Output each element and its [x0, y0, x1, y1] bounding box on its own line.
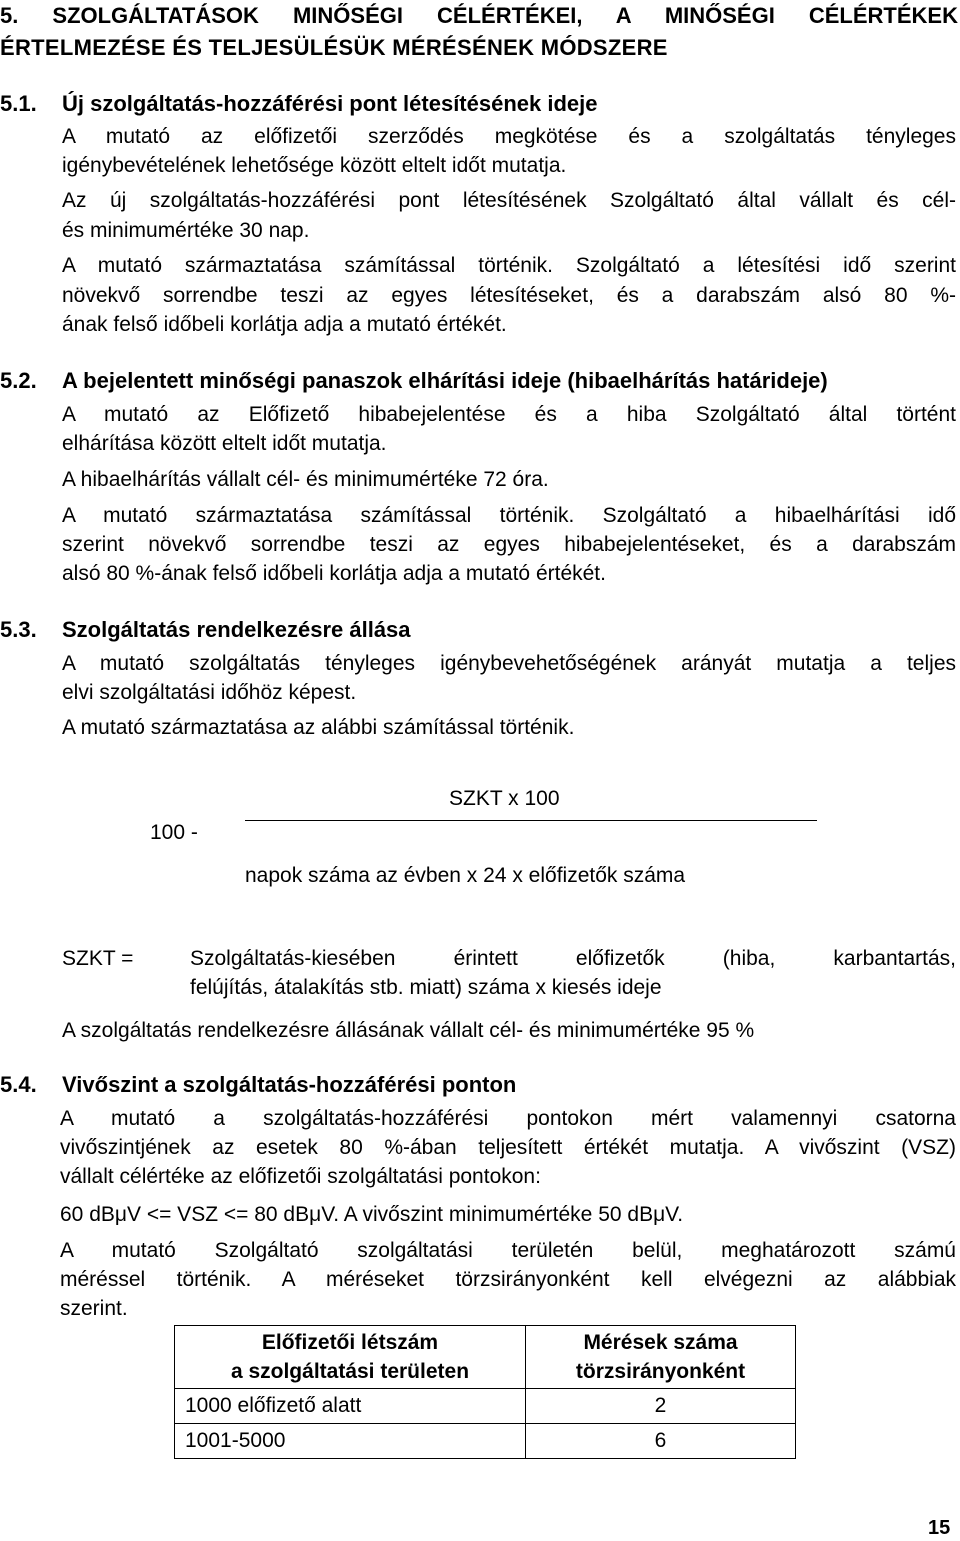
s54-line-2: vivőszintjének az esetek 80 %-ában teljesített értékét mutatja. A vivőszint (VSZ) [60, 1136, 956, 1159]
s52-line-1: A mutató az Előfizető hibabejelentése és a hiba Szolgáltató által történt [62, 403, 956, 426]
s53-line-2: elvi szolgáltatási időhöz képest. [62, 681, 357, 704]
section-title-5-3: Szolgáltatás rendelkezésre állása [62, 617, 411, 642]
formula-denominator: napok száma az évben x 24 x előfizetők száma [245, 864, 686, 887]
chapter-heading-line-1: 5. SZOLGÁLTATÁSOK MINŐSÉGI CÉLÉRTÉKEI, A MINŐSÉGI CÉLÉRTÉKEK [0, 3, 958, 28]
table-cell: 6 [526, 1424, 796, 1459]
s52-line-3: A hibaelhárítás vállalt cél- és minimumértéke 72 óra. [62, 468, 549, 491]
page-number: 15 [928, 1517, 951, 1539]
section-number-5-2: 5.2. [0, 368, 37, 393]
s53-line-1: A mutató szolgáltatás tényleges igénybevehetőségének arányát mutatja a teljes [62, 652, 956, 675]
section-title-5-2: A bejelentett minőségi panaszok elhárítási ideje (hibaelhárítás határideje) [62, 368, 828, 393]
s51-line-4: és minimumértéke 30 nap. [62, 219, 310, 242]
s54-line-5: A mutató Szolgáltató szolgáltatási területén belül, meghatározott számú [60, 1239, 956, 1262]
header-subscribers-line-1: Előfizetői létszám [261, 1331, 439, 1354]
table-header-measurements [526, 1326, 796, 1389]
s52-line-2: elhárítása között eltelt időt mutatja. [62, 432, 387, 455]
s51-line-3: Az új szolgáltatás-hozzáférési pont létesítésének Szolgáltató által vállalt és cél- [62, 189, 956, 212]
s52-line-4: A mutató származtatása számítással történik. Szolgáltató a hibaelhárítási idő [62, 504, 956, 527]
fraction-bar [245, 820, 817, 821]
formula-numerator: SZKT x 100 [449, 787, 560, 810]
s53-line-3: A mutató származtatása az alábbi számítással történik. [62, 716, 575, 739]
table-header-subscribers [175, 1326, 526, 1389]
s52-line-5: szerint növekvő sorrendbe teszi az egyes hibabejelentéseket, és a darabszám [62, 533, 956, 556]
header-subscribers-line-2: a szolgáltatási területen [230, 1360, 470, 1383]
table-header-row [175, 1326, 796, 1389]
table-cell: 2 [526, 1389, 796, 1424]
table-cell: 1000 előfizető alatt [175, 1389, 526, 1424]
table-row [175, 1424, 796, 1459]
measurement-table [174, 1325, 796, 1459]
s51-line-1: A mutató az előfizetői szerződés megkötése és a szolgáltatás tényleges [62, 125, 956, 148]
s54-line-4: 60 dBμV <= VSZ <= 80 dBμV. A vivőszint minimumértéke 50 dBμV. [60, 1203, 684, 1226]
section-number-5-3: 5.3. [0, 617, 37, 642]
s51-line-6: növekvő sorrendbe teszi az egyes létesítéseket, és a darabszám alsó 80 %- [62, 284, 956, 307]
s54-line-3: vállalt célértéke az előfizetői szolgáltatási pontokon: [60, 1165, 541, 1188]
s54-line-6: méréssel történik. A méréseket törzsirányonként kell elvégezni az alábbiak [60, 1268, 956, 1291]
chapter-heading-line-2: ÉRTELMEZÉSE ÉS TELJESÜLÉSÜK MÉRÉSÉNEK MÓDSZERE [0, 35, 668, 60]
section-title-5-4: Vivőszint a szolgáltatás-hozzáférési ponton [62, 1072, 517, 1097]
s54-line-7: szerint. [60, 1297, 128, 1320]
section-number-5-1: 5.1. [0, 91, 37, 116]
szkt-definition-line-2: felújítás, átalakítás stb. miatt) száma x kiesés ideje [190, 976, 662, 999]
table-row [175, 1389, 796, 1424]
s52-line-6: alsó 80 %-ának felső időbeli korlátja adja a mutató értékét. [62, 562, 606, 585]
section-title-5-1: Új szolgáltatás-hozzáférési pont létesítésének ideje [62, 91, 598, 116]
formula-lead: 100 - [150, 821, 198, 844]
section-number-5-4: 5.4. [0, 1072, 37, 1097]
szkt-label: SZKT = [62, 947, 134, 970]
s51-line-2: igénybevételének lehetősége között eltelt időt mutatja. [62, 154, 567, 177]
s51-line-7: ának felső időbeli korlátja adja a mutató értékét. [62, 313, 507, 336]
header-measurements-line-2: törzsirányonként [575, 1360, 746, 1383]
header-measurements-line-1: Mérések száma [583, 1331, 738, 1354]
s51-line-5: A mutató származtatása számítással történik. Szolgáltató a létesítési idő szerint [62, 254, 956, 277]
szkt-definition-line-1: Szolgáltatás-kiesében érintett előfizetők (hiba, karbantartás, [190, 947, 956, 970]
s54-line-1: A mutató a szolgáltatás-hozzáférési pontokon mért valamennyi csatorna [60, 1107, 956, 1130]
table-cell: 1001-5000 [175, 1424, 526, 1459]
availability-target: A szolgáltatás rendelkezésre állásának vállalt cél- és minimumértéke 95 % [62, 1019, 755, 1042]
